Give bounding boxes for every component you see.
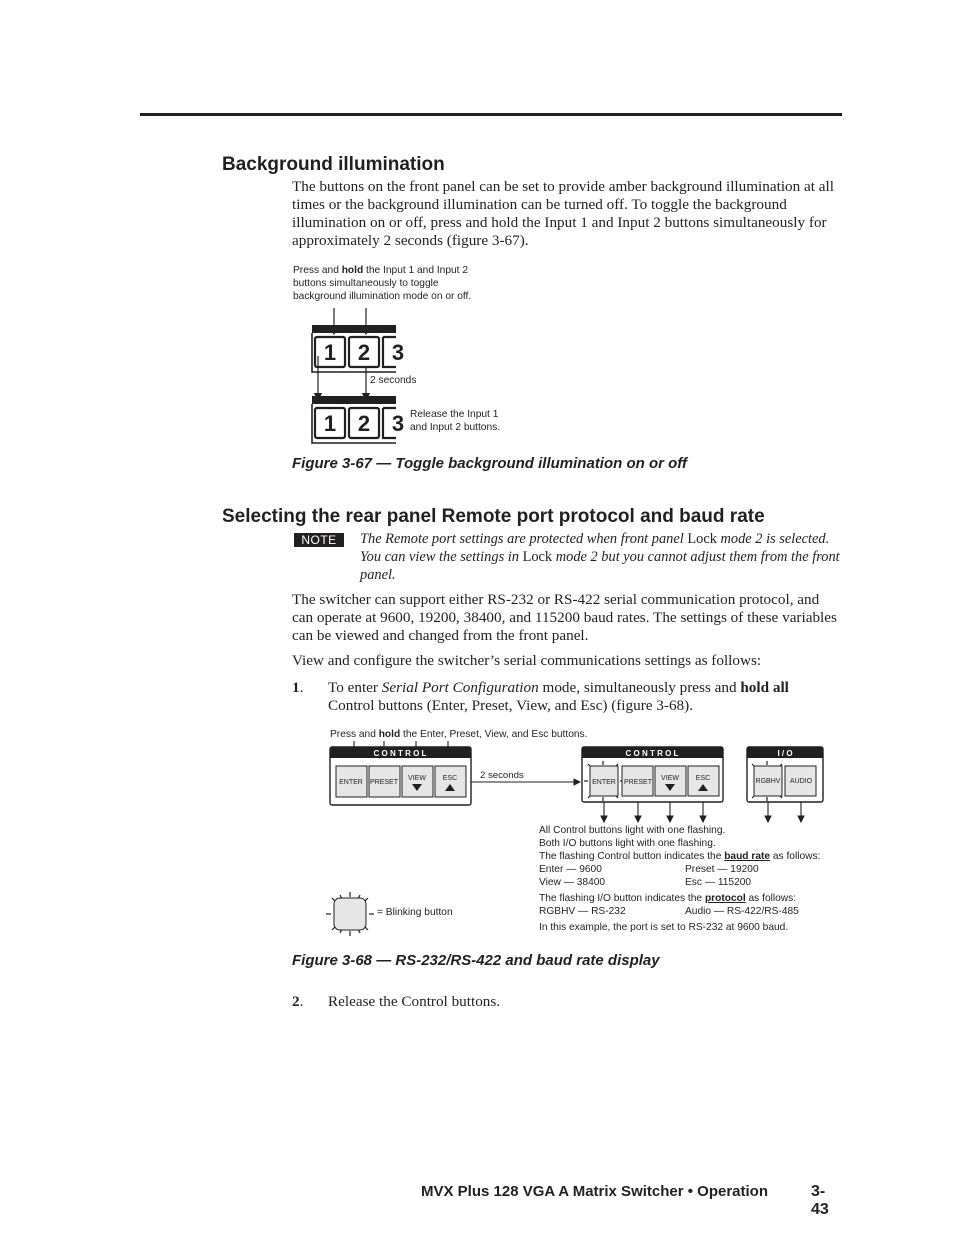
- header-rule: [140, 113, 842, 116]
- paragraph-view-configure: View and configure the switcher’s serial communications settings as follows:: [292, 652, 762, 669]
- fig67-callout: Press and hold the Input 1 and Input 2 buttons simultaneously to toggle background illumination mode on or off.: [293, 265, 472, 302]
- note-badge: NOTE: [294, 533, 344, 547]
- svg-text:PRESET: PRESET: [369, 779, 399, 786]
- fig67-panel-released: [312, 396, 404, 443]
- fig68-seconds-label: 2 seconds: [480, 770, 524, 781]
- fig67-button-3: 3: [391, 340, 405, 365]
- fig67-release-line2: and Input 2 buttons.: [410, 422, 501, 433]
- svg-text:AUDIO: AUDIO: [789, 778, 813, 785]
- svg-text:ESC: ESC: [695, 775, 711, 782]
- svg-text:I / O: I / O: [777, 749, 793, 758]
- fig67-button-2: 2: [357, 340, 371, 365]
- fig67-panel-pressed: [312, 325, 404, 372]
- section-heading-background-illumination: Background illumination: [222, 154, 445, 175]
- paragraph-background-illumination: The buttons on the front panel can be set to provide amber background illumination at all times or the background illumination can be turned off. To toggle the background illumination on or off, press and hold the Input 1 and Input 2 buttons simultaneously for approximately 2 seconds (figure 3-67).: [292, 178, 834, 249]
- svg-text:1: 1: [323, 411, 337, 436]
- svg-text:VIEW: VIEW: [661, 775, 679, 782]
- fig68-io-panel: [747, 747, 823, 802]
- step-2-text: Release the Control buttons.: [328, 993, 501, 1010]
- svg-text:3: 3: [391, 411, 405, 436]
- fig67-release-line1: Release the Input 1: [410, 409, 499, 420]
- step-1-number: 1.: [292, 679, 304, 696]
- page-footer: [421, 1183, 829, 1218]
- figure-3-67-caption: Figure 3-67 — Toggle background illumination on or off: [292, 455, 688, 472]
- fig67-button-1: 1: [323, 340, 337, 365]
- note-text: The Remote port settings are protected when front panel Lock mode 2 is selected. You can view the settings in Lock mode 2 but you cannot adjust them from the front panel.: [360, 531, 840, 583]
- fig68-control-panel-pressed: [330, 747, 471, 805]
- section-heading-remote-port: Selecting the rear panel Remote port protocol and baud rate: [222, 506, 765, 527]
- page-number: 3-43: [811, 1183, 829, 1218]
- svg-text:PRESET: PRESET: [623, 779, 653, 786]
- svg-text:RGBHV: RGBHV: [755, 778, 781, 785]
- fig68-callout: Press and hold the Enter, Preset, View, and Esc buttons.: [330, 729, 588, 740]
- svg-text:ENTER: ENTER: [592, 779, 616, 786]
- fig68-control-panel-lit: [582, 747, 723, 802]
- svg-text:VIEW: VIEW: [408, 775, 426, 782]
- svg-text:ESC: ESC: [442, 775, 458, 782]
- svg-text:2: 2: [357, 411, 371, 436]
- svg-text:C O N T R O L: C O N T R O L: [373, 749, 427, 758]
- figure-3-68-caption: Figure 3-68 — RS-232/RS-422 and baud rate display: [292, 952, 660, 969]
- fig68-info-block: All Control buttons light with one flashing. Both I/O buttons light with one flashing. The flashing Control button indicates the baud rate as follows: Enter — 9600 Preset — 19200 View — 38400 Esc — 115200 The flashing I/O button indicates the protocol as follows: RGBHV — RS-232 Audio — RS-422/RS-485 In this example, the port is set to RS-232 at 9600 baud.: [539, 825, 821, 933]
- step-2-number: 2.: [292, 993, 304, 1010]
- footer-title: MVX Plus 128 VGA A Matrix Switcher • Operation: [421, 1183, 769, 1200]
- fig68-blinking-label: = Blinking button: [377, 907, 453, 918]
- fig67-diagram: [300, 300, 530, 450]
- step-1-text: To enter Serial Port Configuration mode, simultaneously press and hold all Control buttons (Enter, Preset, View, and Esc) (figure 3-68).: [328, 679, 789, 714]
- paragraph-protocol-support: The switcher can support either RS-232 or RS-422 serial communication protocol, and can operate at 9600, 19200, 38400, and 115200 baud rates. The settings of these variables can be viewed and changed from the front panel.: [292, 591, 837, 644]
- fig67-seconds-label: 2 seconds: [370, 375, 417, 386]
- svg-text:C O N T R O L: C O N T R O L: [625, 749, 679, 758]
- svg-text:ENTER: ENTER: [339, 779, 363, 786]
